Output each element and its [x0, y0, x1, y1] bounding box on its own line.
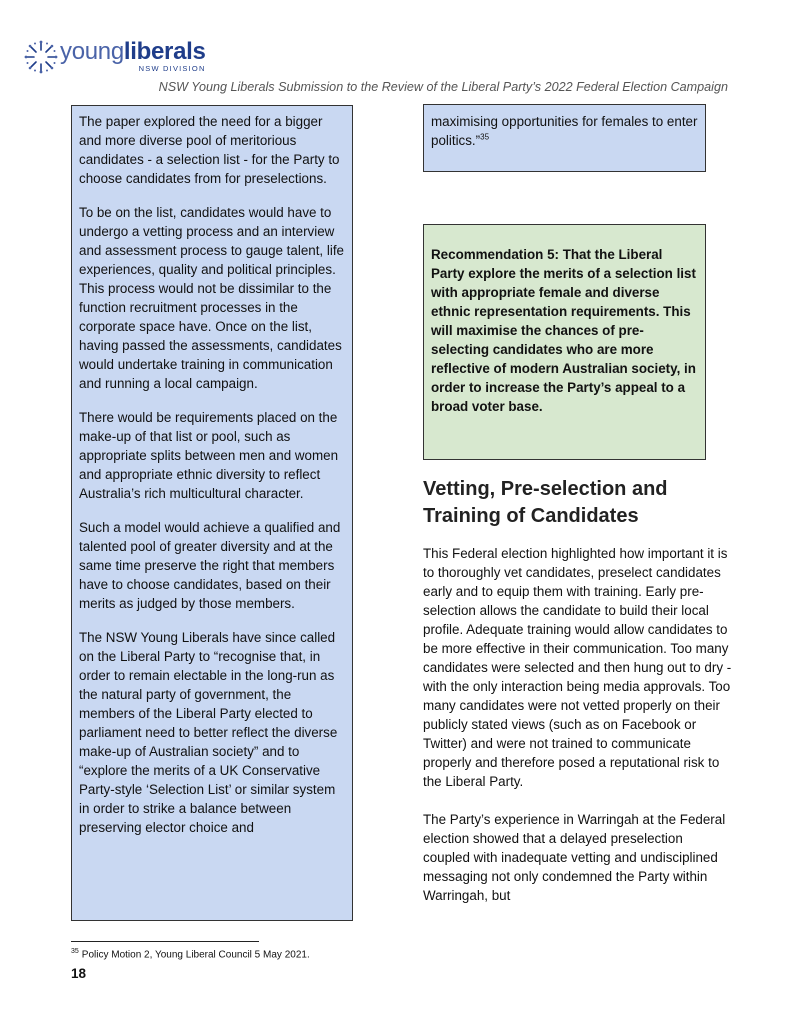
- page-number: 18: [71, 966, 87, 981]
- right-top-text: maximising opportunities for females to enter politics.”: [431, 114, 698, 148]
- body-paragraph-2: The Party’s experience in Warringah at the Federal election showed that a delayed preselection coupled with inadequate vetting and undisciplined messaging not only condemned the Party within Warringah, but: [423, 812, 726, 903]
- section-heading: Vetting, Pre-selection and Training of Candidates: [423, 478, 668, 527]
- footnote-number: 35: [71, 948, 79, 955]
- left-paragraph-4: Such a model would achieve a qualified and talented pool of greater diversity and at the same time preserve the right that members have to choose candidates, based on their merits as judged by those members.: [79, 520, 341, 611]
- recommendation-text: Recommendation 5: That the Liberal Party explore the merits of a selection list with appropriate female and diverse ethnic representation requirements. This will maximise the chances of pre-selecting candidates who are more reflective of modern Australian society, in order to increase the Party’s appeal to a broad voter base.: [431, 247, 696, 414]
- right-top-paragraph: [431, 112, 698, 150]
- logo-light-text: young: [60, 38, 124, 65]
- left-paragraph-5: The NSW Young Liberals have since called on the Liberal Party to “recognise that, in order to remain electable in the long-run as the natural party of government, the members of the Liberal Party elected to parliament need to better reflect the diverse make-up of Australian society” and to “explore the merits of a UK Conservative Party-style ‘Selection List’ or similar system in order to strike a balance between preserving elector choice and: [79, 630, 338, 835]
- logo-subtitle: NSW DIVISION: [138, 64, 206, 73]
- young-liberals-logo: [24, 40, 206, 76]
- body-paragraph-1: This Federal election highlighted how important it is to thoroughly vet candidates, preselect candidates early and to equip them with training. Early pre-selection allows the candidate to build their local profile. Adequate training would allow candidates to be more effective in their communication. Too many candidates were selected and then hung out to dry - with the only interaction being media approvals. Too many candidates were not vetted properly on their publicly stated views (such as on Facebook or Twitter) and were not trained to communicate properly and therefore posed a reputational risk to the Liberal Party.: [423, 546, 732, 789]
- left-paragraph-1: The paper explored the need for a bigger and more diverse pool of meritorious candidates - a selection list - for the Party to choose candidates from for preselections.: [79, 114, 340, 186]
- document-header-title: NSW Young Liberals Submission to the Review of the Liberal Party’s 2022 Federal Election Campaign: [158, 80, 728, 94]
- section-body: [423, 544, 733, 924]
- footnote: [71, 948, 310, 960]
- left-paragraph-3: There would be requirements placed on the make-up of that list or pool, such as appropriate splits between men and women and appropriate ethnic diversity to reflect Australia’s rich multicultural character.: [79, 410, 339, 501]
- selection-list-box-continued: [423, 104, 706, 172]
- footnote-divider: [71, 941, 259, 942]
- logo-wordmark: [60, 40, 206, 64]
- starburst-icon: [24, 40, 58, 74]
- left-paragraph-2: To be on the list, candidates would have to undergo a vetting process and an interview and assessment process to gauge talent, life experiences, quality and political principles. This process would not be dissimilar to the function recruitment processes in the corporate space have. Once on the list, having passed the assessments, candidates would undertake training in communication and running a local campaign.: [79, 205, 344, 391]
- recommendation-box: [423, 224, 706, 460]
- logo-bold-text: liberals: [123, 38, 206, 65]
- footnote-reference: 35: [480, 132, 490, 142]
- footnote-text: Policy Motion 2, Young Liberal Council 5 May 2021.: [81, 949, 310, 961]
- selection-list-box: [71, 105, 353, 921]
